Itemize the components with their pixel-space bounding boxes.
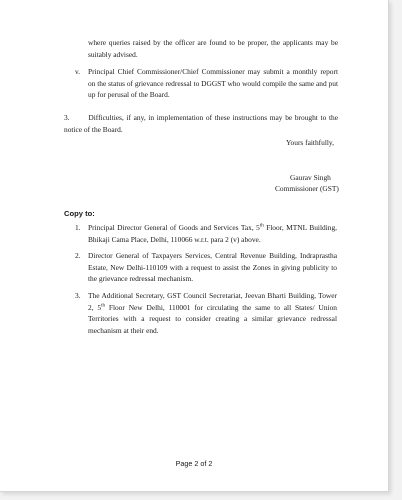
copy-to-item-text: The Additional Secretary, GST Council Secretariat, Jeevan Bharti Building, Tower 2, 5 [88, 290, 337, 312]
paragraph-3 [64, 112, 338, 135]
copy-to-item-number: 1. [75, 223, 81, 232]
copy-to-item [75, 290, 337, 336]
copy-to-item-text: Principal Director General of Goods and Services Tax, 5 [88, 223, 260, 232]
copy-to-item [75, 250, 337, 285]
copy-to-item-text-cont: Floor, MTNL Building, Bhikaji Cama Place, Delhi, 110066 w.r.t. para 2 (v) above. [88, 223, 337, 244]
copy-to-item [75, 222, 337, 245]
paragraph-3-text: Difficulties, if any, in implementation of these instructions may be brought to the notice of the Board. [64, 113, 339, 134]
superscript: th [101, 303, 105, 309]
paragraph-3-number: 3. [64, 113, 70, 122]
continuation-paragraph: where queries raised by the officer are found to be proper, the applicants may be suitably advised. [88, 38, 338, 59]
copy-to-heading: Copy to: [64, 209, 95, 218]
copy-to-list [75, 222, 337, 341]
copy-to-item-text-cont: Floor New Delhi, 110001 for circulating the same to all States/ Union Territories with a request to consider creating a similar grievance redressal mechanism at their end. [88, 302, 338, 335]
copy-to-item-number: 2. [75, 251, 81, 261]
page-number-footer: Page 2 of 2 [175, 459, 213, 468]
item-v-text: Principal Chief Commissioner/Chief Commissioner may submit a monthly report on the status of grievance redressal to DGGST who would compile the same and put up for perusal of the Board. [88, 67, 338, 100]
superscript: th [259, 223, 264, 229]
copy-to-item-text: Director General of Taxpayers Services, Central Revenue Building, Indraprastha Estate, New Delhi-110109 with a request to assist the Zones in giving publicity to the grievance redressal mechanism. [88, 251, 337, 284]
signatory-name: Gaurav Singh [290, 173, 331, 182]
copy-to-item-number: 3. [75, 290, 81, 300]
item-v-number: v. [75, 67, 81, 76]
closing-salutation: Yours faithfully, [285, 138, 334, 147]
signatory-title: Commissioner (GST) [275, 184, 339, 193]
